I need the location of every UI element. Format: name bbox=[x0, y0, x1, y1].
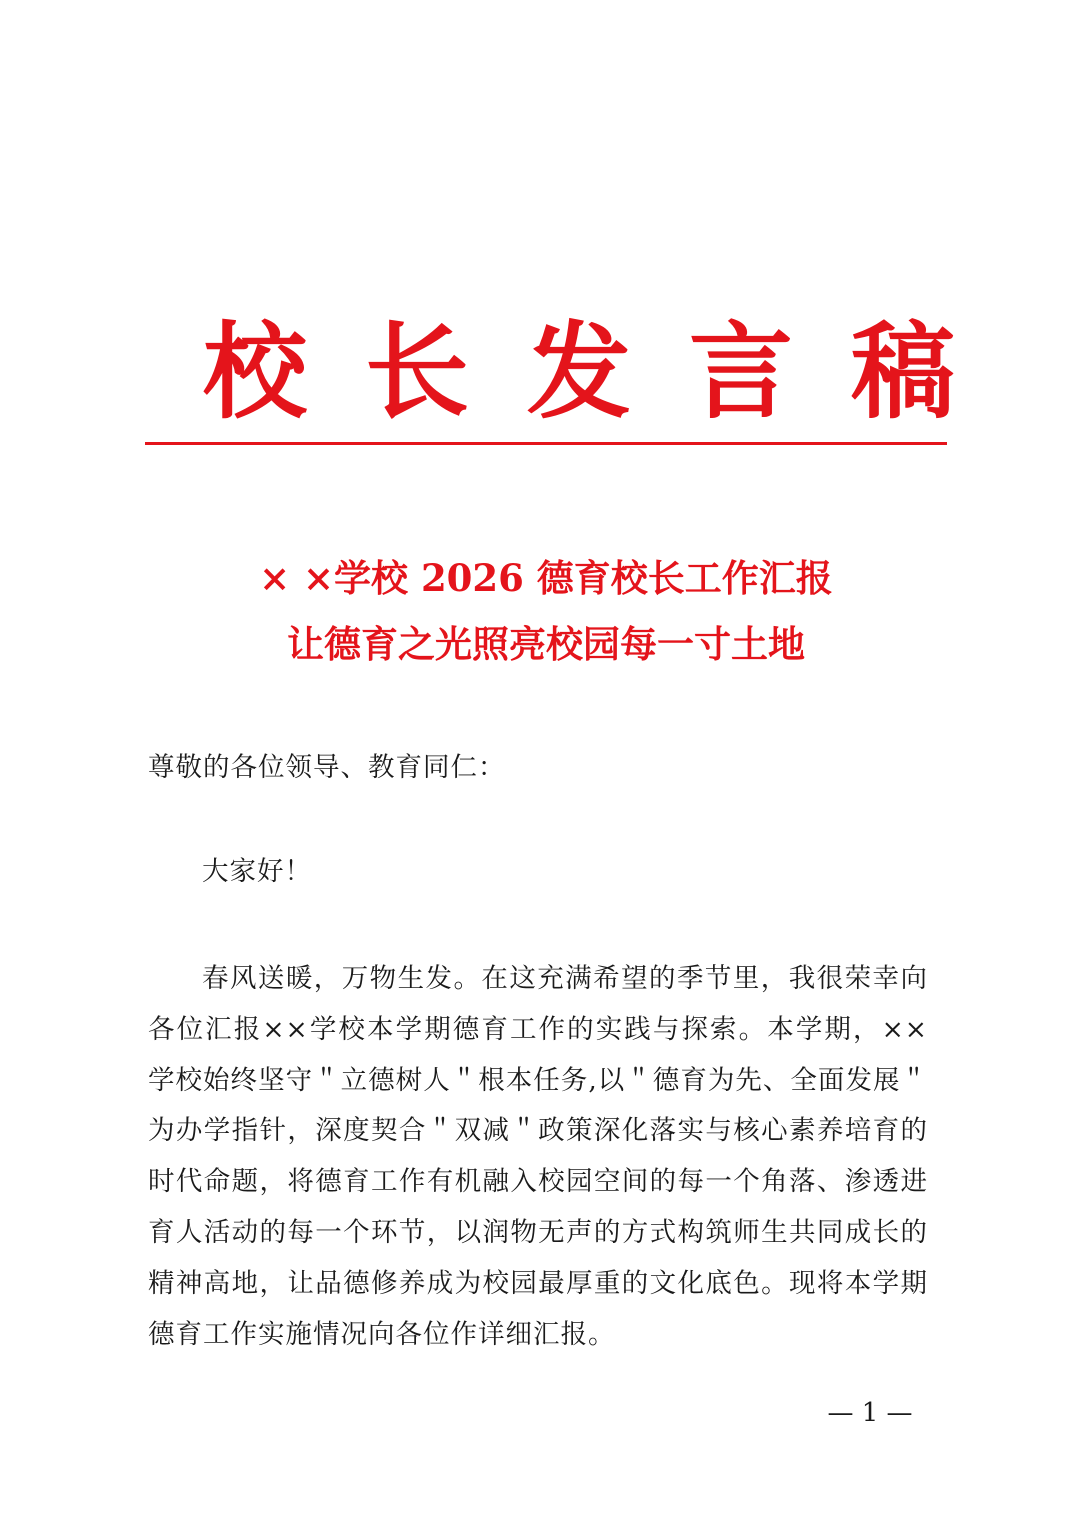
page-number: — 1 — bbox=[827, 1398, 913, 1428]
document-title-line1: × ×学校 2026 德育校长工作汇报 bbox=[259, 556, 833, 600]
document-title-line2: 让德育之光照亮校园每一寸土地 bbox=[287, 622, 805, 666]
red-divider-line bbox=[145, 442, 947, 445]
greeting: 大家好！ bbox=[202, 856, 312, 887]
banner-title: 校长发言稿 bbox=[203, 310, 1014, 433]
salutation: 尊敬的各位领导、教育同仁： bbox=[148, 752, 506, 783]
body-paragraph: 春风送暖，万物生发。在这充满希望的季节里，我很荣幸向各位汇报××学校本学期德育工作的实践与探索。本学期，××学校始终坚守＂立德树人＂根本任务,以＂德育为先、全面发展＂为办学指针，深度契合＂双减＂政策深化落实与核心素养培育的时代命题，将德育工作有机融入校园空间的每一个角落、渗透进育人活动的每一个环节，以润物无声的方式构筑师生共同成长的精神高地，让品德修养成为校园最厚重的文化底色。现将本学期德育工作实施情况向各位作详细汇报。 bbox=[148, 963, 928, 1350]
